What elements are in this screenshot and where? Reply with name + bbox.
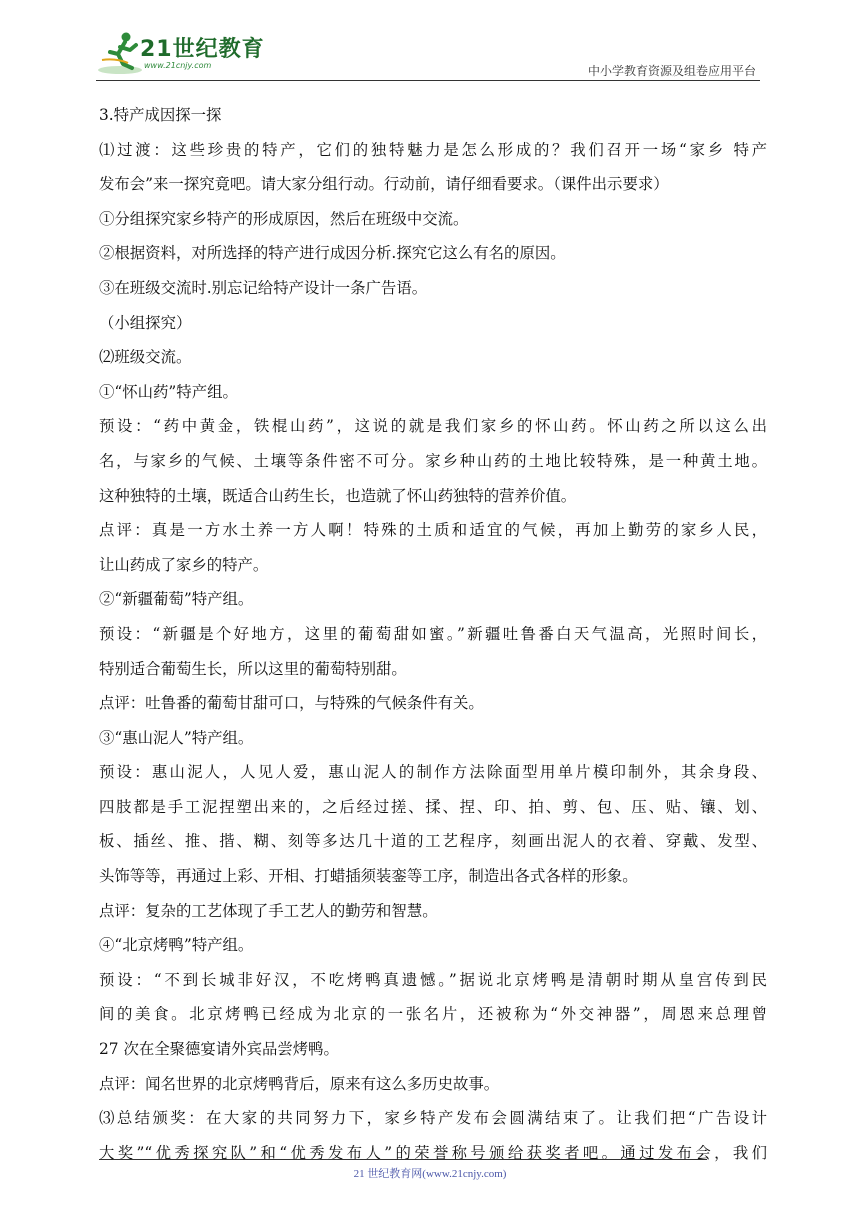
paragraph-line: ②“新疆葡萄”特产组。: [99, 590, 254, 609]
paragraph-line: 头饰等等，再通过上彩、开相、打蜡插须装銮等工序，制造出各式各样的形象。: [99, 867, 638, 886]
logo-text: 21世纪教育: [140, 37, 265, 62]
paragraph-line: 这种独特的土壤，既适合山药生长，也造就了怀山药独特的营养价值。: [99, 486, 577, 505]
paragraph-line: 点评：真是一方水土养一方人啊！特殊的土质和适宜的气候，再加上勤劳的家乡人民，: [99, 521, 767, 540]
paragraph-line: 特别适合葡萄生长，所以这里的葡萄特别甜。: [99, 659, 407, 678]
page-header: [96, 28, 760, 84]
paragraph-line: 板、插丝、推、揩、糊、刻等多达几十道的工艺程序，刻画出泥人的衣着、穿戴、发型、: [99, 832, 767, 851]
footer-divider: [99, 1159, 707, 1160]
paragraph-line: 点评：复杂的工艺体现了手工艺人的勤劳和智慧。: [99, 901, 438, 920]
paragraph-line: ③在班级交流时.别忘记给特产设计一条广告语。: [99, 278, 428, 297]
paragraph-line: 名，与家乡的气候、土壤等条件密不可分。家乡种山药的土地比较特殊，是一种黄土地。: [99, 451, 767, 470]
paragraph-line: ①分组探究家乡特产的形成原因，然后在班级中交流。: [99, 209, 469, 228]
paragraph-line: ⑶总结颁奖：在大家的共同努力下，家乡特产发布会圆满结束了。让我们把“广告设计: [99, 1109, 767, 1128]
paragraph-line: ⑵班级交流。: [99, 348, 192, 367]
paragraph-line: ①“怀山药”特产组。: [99, 382, 238, 401]
paragraph-line: ④“北京烤鸭”特产组。: [99, 936, 254, 955]
platform-title: 中小学教育资源及组卷应用平台: [587, 64, 756, 78]
paragraph-line: 大奖”“优秀探究队”和“优秀发布人”的荣誉称号颁给获奖者吧。通过发布会，我们: [99, 1143, 767, 1162]
header-divider: [96, 80, 760, 81]
paragraph-line: 预设：“不到长城非好汉，不吃烤鸭真遗憾。”据说北京烤鸭是清朝时期从皇宫传到民: [99, 970, 767, 989]
paragraph-line: 间的美食。北京烤鸭已经成为北京的一张名片，还被称为“外交神器”，周恩来总理曾: [99, 1005, 767, 1024]
paragraph-line: 预设：“药中黄金，铁棍山药”，这说的就是我们家乡的怀山药。怀山药之所以这么出: [99, 417, 767, 436]
section-heading: 3.特产成因探一探: [99, 106, 222, 124]
paragraph-line: 点评：闻名世界的北京烤鸭背后，原来有这么多历史故事。: [99, 1074, 500, 1093]
paragraph-line: 27 次在全聚德宴请外宾品尝烤鸭。: [99, 1040, 339, 1059]
paragraph-line: 四肢都是手工泥捏塑出来的，之后经过搓、揉、捏、印、拍、剪、包、压、贴、镶、划、: [99, 797, 767, 816]
paragraph-line: 发布会”来一探究竟吧。请大家分组行动。行动前，请仔细看要求。（课件出示要求）: [99, 175, 669, 194]
logo-url: www.21cnjy.com: [144, 61, 212, 70]
paragraph-line: 预设：“新疆是个好地方，这里的葡萄甜如蜜。”新疆吐鲁番白天气温高，光照时间长，: [99, 624, 767, 643]
paragraph-line: 让山药成了家乡的特产。: [99, 555, 269, 574]
paragraph-line: ②根据资料，对所选择的特产进行成因分析.探究它这么有名的原因。: [99, 244, 566, 263]
paragraph-line: （小组探究）: [99, 313, 192, 332]
paragraph-line: ⑴过渡：这些珍贵的特产，它们的独特魅力是怎么形成的？我们召开一场“家乡 特产: [99, 140, 767, 159]
document-body: [99, 98, 767, 1170]
paragraph-line: 点评：吐鲁番的葡萄甘甜可口，与特殊的气候条件有关。: [99, 694, 484, 713]
paragraph-line: ③“惠山泥人”特产组。: [99, 728, 254, 747]
page-footer: 21 世纪教育网(www.21cnjy.com): [353, 1168, 507, 1180]
site-logo: [96, 28, 266, 78]
paragraph-line: 预设：惠山泥人，人见人爱，惠山泥人的制作方法除面型用单片模印制外，其余身段、: [99, 763, 767, 782]
runner-icon: [96, 30, 144, 76]
